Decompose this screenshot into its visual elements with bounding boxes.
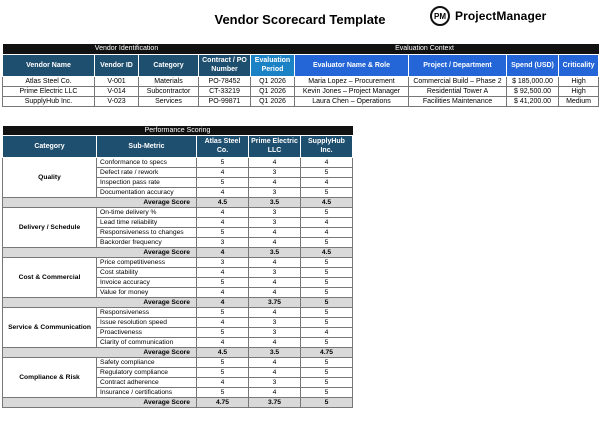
score-cell[interactable]: 5 [197, 367, 249, 377]
average-row [3, 347, 353, 357]
score-cell[interactable]: 5 [301, 257, 353, 267]
col-category: Category [139, 54, 199, 76]
brand-logo [430, 6, 546, 26]
average-score-cell: 4.5 [301, 247, 353, 257]
cell[interactable]: $ 92,500.00 [507, 86, 559, 96]
score-cell[interactable]: 4 [197, 187, 249, 197]
group-performance-scoring: Performance Scoring [3, 126, 353, 135]
col-atlas-steel: Atlas Steel Co. [197, 135, 249, 157]
score-cell[interactable]: 5 [197, 157, 249, 167]
performance-scoring-table [2, 126, 353, 408]
sub-metric-label: Regulatory compliance [97, 367, 197, 377]
sub-metric-label: Price competitiveness [97, 257, 197, 267]
table-row [3, 157, 353, 167]
cell[interactable]: Laura Chen – Operations [295, 96, 409, 106]
score-cell[interactable]: 5 [301, 377, 353, 387]
score-cell[interactable]: 4 [197, 337, 249, 347]
cell[interactable]: Prime Electric LLC [3, 86, 95, 96]
sub-metric-label: Value for money [97, 287, 197, 297]
cell[interactable]: Subcontractor [139, 86, 199, 96]
score-cell[interactable]: 3 [249, 217, 301, 227]
score-cell[interactable]: 5 [197, 307, 249, 317]
average-score-cell: 3.75 [249, 397, 301, 407]
score-cell[interactable]: 3 [249, 377, 301, 387]
sub-metric-label: Cost stability [97, 267, 197, 277]
score-cell[interactable]: 4 [197, 267, 249, 277]
score-cell[interactable]: 4 [249, 387, 301, 397]
category-label: Quality [3, 157, 97, 197]
cell[interactable]: Materials [139, 76, 199, 86]
average-row [3, 297, 353, 307]
cell[interactable]: Atlas Steel Co. [3, 76, 95, 86]
sub-metric-label: Clarity of communication [97, 337, 197, 347]
cell[interactable]: V-023 [95, 96, 139, 106]
score-cell[interactable]: 4 [301, 227, 353, 237]
col-evaluator: Evaluator Name & Role [295, 54, 409, 76]
score-cell[interactable]: 4 [197, 377, 249, 387]
score-cell[interactable]: 4 [197, 317, 249, 327]
score-cell[interactable]: 5 [301, 237, 353, 247]
score-cell[interactable]: 5 [301, 287, 353, 297]
score-cell[interactable]: 3 [249, 327, 301, 337]
cell[interactable]: V-001 [95, 76, 139, 86]
cell[interactable]: Commercial Build – Phase 2 [409, 76, 507, 86]
sub-metric-label: Invoice accuracy [97, 277, 197, 287]
score-cell[interactable]: 5 [301, 367, 353, 377]
score-cell[interactable]: 4 [197, 167, 249, 177]
score-cell[interactable]: 5 [301, 387, 353, 397]
average-score-cell: 3.5 [249, 247, 301, 257]
average-score-cell: 4.5 [197, 197, 249, 207]
cell[interactable]: Facilities Maintenance [409, 96, 507, 106]
sub-metric-label: Lead time reliability [97, 217, 197, 227]
score-cell[interactable]: 5 [197, 177, 249, 187]
sub-metric-label: Safety compliance [97, 357, 197, 367]
col-vendor-id: Vendor ID [95, 54, 139, 76]
score-cell[interactable]: 4 [249, 177, 301, 187]
cell[interactable]: Q1 2026 [251, 86, 295, 96]
group-evaluation-context: Evaluation Context [251, 44, 599, 54]
score-cell[interactable]: 5 [197, 227, 249, 237]
table-row [3, 86, 599, 96]
score-cell[interactable]: 4 [249, 337, 301, 347]
average-score-cell: 3.5 [249, 197, 301, 207]
sub-metric-label: Inspection pass rate [97, 177, 197, 187]
table-row [3, 357, 353, 367]
score-cell[interactable]: 4 [249, 157, 301, 167]
average-score-cell: 3.5 [249, 347, 301, 357]
score-cell[interactable]: 5 [197, 277, 249, 287]
average-score-cell: 4 [197, 297, 249, 307]
col-spend: Spend (USD) [507, 54, 559, 76]
col-supplyhub: SupplyHub Inc. [301, 135, 353, 157]
col-category: Category [3, 135, 97, 157]
col-project-department: Project / Department [409, 54, 507, 76]
score-cell[interactable]: 5 [301, 277, 353, 287]
cell[interactable]: PO-99871 [199, 96, 251, 106]
sub-metric-label: On-time delivery % [97, 207, 197, 217]
scoring-body [3, 157, 353, 407]
sub-metric-label: Proactiveness [97, 327, 197, 337]
score-cell[interactable]: 4 [301, 157, 353, 167]
category-label: Compliance & Risk [3, 357, 97, 397]
sub-metric-label: Responsiveness to changes [97, 227, 197, 237]
table-row [3, 257, 353, 267]
score-cell[interactable]: 4 [249, 287, 301, 297]
cell[interactable]: Q1 2026 [251, 76, 295, 86]
score-cell[interactable]: 5 [197, 357, 249, 367]
average-label: Average Score [3, 247, 197, 257]
score-cell[interactable]: 5 [301, 167, 353, 177]
sub-metric-label: Responsiveness [97, 307, 197, 317]
average-score-cell: 4.5 [301, 197, 353, 207]
cell[interactable]: Maria Lopez – Procurement [295, 76, 409, 86]
table-row [3, 76, 599, 86]
col-sub-metric: Sub-Metric [97, 135, 197, 157]
sub-metric-label: Defect rate / rework [97, 167, 197, 177]
score-cell[interactable]: 5 [301, 337, 353, 347]
col-contract-po: Contract / PO Number [199, 54, 251, 76]
average-label: Average Score [3, 347, 197, 357]
average-score-cell: 4 [197, 247, 249, 257]
score-cell[interactable]: 4 [301, 177, 353, 187]
score-cell[interactable]: 4 [249, 367, 301, 377]
score-cell[interactable]: 4 [301, 327, 353, 337]
average-label: Average Score [3, 397, 197, 407]
average-label: Average Score [3, 197, 197, 207]
average-row [3, 247, 353, 257]
col-prime-electric: Prime Electric LLC [249, 135, 301, 157]
average-row [3, 397, 353, 407]
score-cell[interactable]: 5 [301, 357, 353, 367]
sub-metric-label: Backorder frequency [97, 237, 197, 247]
average-score-cell: 5 [301, 297, 353, 307]
score-cell[interactable]: 5 [301, 317, 353, 327]
sub-metric-label: Issue resolution speed [97, 317, 197, 327]
table-row [3, 96, 599, 106]
vendor-context-table [2, 44, 599, 107]
cell[interactable]: Medium [559, 96, 599, 106]
score-cell[interactable]: 5 [301, 267, 353, 277]
pm-logo-icon: PM [430, 6, 450, 26]
average-score-cell: 4.5 [197, 347, 249, 357]
category-label: Service & Communication [3, 307, 97, 347]
cell[interactable]: $ 41,200.00 [507, 96, 559, 106]
average-score-cell: 4.75 [197, 397, 249, 407]
score-cell[interactable]: 3 [197, 237, 249, 247]
score-cell[interactable]: 4 [249, 237, 301, 247]
cell[interactable]: Kevin Jones – Project Manager [295, 86, 409, 96]
score-cell[interactable]: 5 [301, 207, 353, 217]
score-cell[interactable]: 4 [197, 217, 249, 227]
sub-metric-label: Contract adherence [97, 377, 197, 387]
score-cell[interactable]: 4 [249, 257, 301, 267]
brand-name: ProjectManager [455, 9, 547, 23]
cell[interactable]: Q1 2026 [251, 96, 295, 106]
cell[interactable]: High [559, 76, 599, 86]
sub-metric-label: Insurance / certifications [97, 387, 197, 397]
score-cell[interactable]: 3 [249, 207, 301, 217]
score-cell[interactable]: 4 [249, 307, 301, 317]
score-cell[interactable]: 5 [197, 387, 249, 397]
score-cell[interactable]: 3 [249, 267, 301, 277]
cell[interactable]: CT-33219 [199, 86, 251, 96]
col-criticality: Criticality [559, 54, 599, 76]
score-cell[interactable]: 4 [197, 287, 249, 297]
category-label: Delivery / Schedule [3, 207, 97, 247]
cell[interactable]: $ 185,000.00 [507, 76, 559, 86]
average-score-cell: 4.75 [301, 347, 353, 357]
sub-metric-label: Documentation accuracy [97, 187, 197, 197]
cell[interactable]: High [559, 86, 599, 96]
score-cell[interactable]: 3 [249, 187, 301, 197]
cell[interactable]: PO-78452 [199, 76, 251, 86]
score-cell[interactable]: 5 [301, 187, 353, 197]
page-title: Vendor Scorecard Template [214, 12, 386, 27]
score-cell[interactable]: 3 [197, 257, 249, 267]
score-cell[interactable]: 5 [197, 327, 249, 337]
sub-metric-label: Conformance to specs [97, 157, 197, 167]
average-score-cell: 5 [301, 397, 353, 407]
average-score-cell: 3.75 [249, 297, 301, 307]
score-cell[interactable]: 5 [301, 307, 353, 317]
score-cell[interactable]: 4 [249, 357, 301, 367]
score-cell[interactable]: 4 [301, 217, 353, 227]
cell[interactable]: Services [139, 96, 199, 106]
average-label: Average Score [3, 297, 197, 307]
col-evaluation-period: Evaluation Period [251, 54, 295, 76]
group-vendor-identification: Vendor Identification [3, 44, 251, 54]
cell[interactable]: V-014 [95, 86, 139, 96]
col-vendor-name: Vendor Name [3, 54, 95, 76]
score-cell[interactable]: 4 [197, 207, 249, 217]
table-row [3, 307, 353, 317]
score-cell[interactable]: 4 [249, 277, 301, 287]
category-label: Cost & Commercial [3, 257, 97, 297]
average-row [3, 197, 353, 207]
cell[interactable]: SupplyHub Inc. [3, 96, 95, 106]
score-cell[interactable]: 3 [249, 317, 301, 327]
score-cell[interactable]: 4 [249, 227, 301, 237]
cell[interactable]: Residential Tower A [409, 86, 507, 96]
score-cell[interactable]: 3 [249, 167, 301, 177]
table-row [3, 207, 353, 217]
